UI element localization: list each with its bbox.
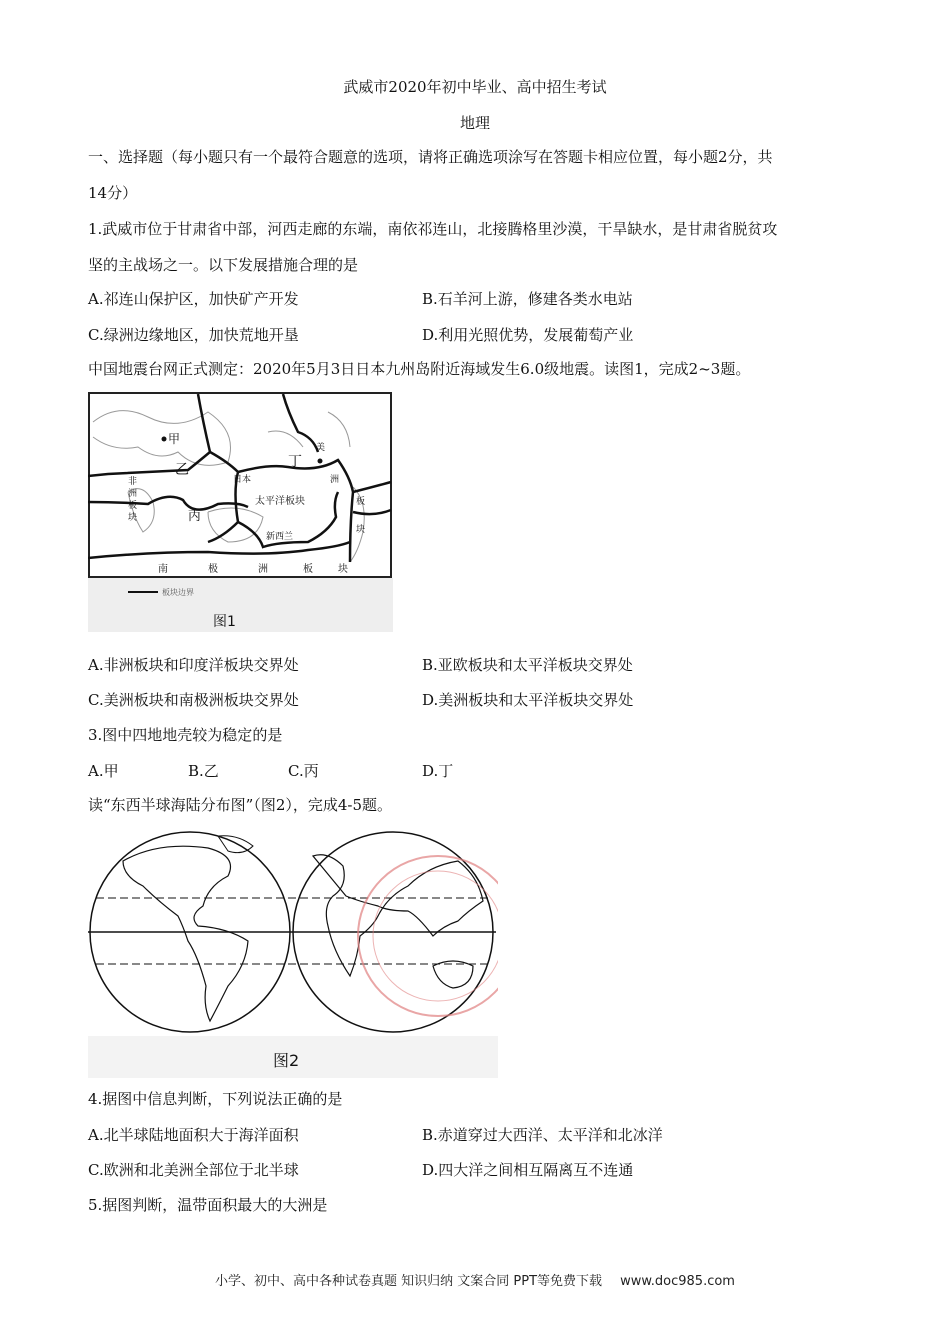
label-america-1: 美 [316,443,326,453]
q1-option-c: C.绿洲边缘地区，加快荒地开垦 [88,326,299,344]
figure-1-plate-map [88,392,393,632]
q1-option-d: D.利用光照优势，发展葡萄产业 [422,326,634,344]
q2-option-d: D.美洲板块和太平洋板块交界处 [422,691,634,709]
footer-url[interactable]: www.doc985.com [620,1274,735,1289]
q2-option-c: C.美洲板块和南极洲板块交界处 [88,691,299,709]
exam-title: 武威市2020年初中毕业、高中招生考试 [343,78,607,96]
label-antarctic-1: 南 [158,564,168,575]
q4-option-d: D.四大洋之间相互隔离互不连通 [422,1161,634,1179]
label-jia: 甲 [168,432,181,446]
label-africa-2: 洲 [128,489,138,499]
q3-option-a: A.甲 [88,762,119,780]
q4-option-a: A.北半球陆地面积大于海洋面积 [88,1126,299,1144]
label-africa-1: 非 [128,477,138,487]
q4-option-c: C.欧洲和北美洲全部位于北半球 [88,1161,299,1179]
q3-option-d: D.丁 [422,762,454,780]
figure-2-caption: 图2 [273,1051,300,1070]
label-antarctic-4: 板 [303,564,313,575]
figure-2-hemispheres [88,826,498,1078]
label-new-zealand: 新西兰 [266,532,294,542]
q3-option-c: C.丙 [288,762,319,780]
q1-stem-cont: 坚的主战场之一。以下发展措施合理的是 [88,256,359,274]
label-pacific-plate: 太平洋板块 [255,496,305,507]
label-japan: 日本 [233,475,252,485]
label-antarctic-3: 洲 [258,564,268,575]
label-ding: 丁 [288,454,302,470]
q2-option-a: A.非洲板块和印度洋板块交界处 [88,656,299,674]
q3-option-b: B.乙 [188,762,219,780]
label-america-3: 板 [356,497,366,507]
label-antarctic-2: 极 [208,564,218,575]
q5-stem: 5.据图判断，温带面积最大的大洲是 [88,1196,328,1214]
q4-option-b: B.赤道穿过大西洋、太平洋和北冰洋 [422,1126,663,1144]
label-america-4: 块 [356,525,366,535]
q3-stem: 3.图中四地地壳较为稳定的是 [88,726,283,744]
subject-title: 地理 [459,114,490,132]
q4-stem: 4.据图中信息判断，下列说法正确的是 [88,1090,343,1108]
label-america-2: 洲 [330,475,340,485]
intro-q2-3: 中国地震台网正式测定：2020年5月3日日本九州岛附近海域发生6.0级地震。读图1，完成2~3题。 [88,360,751,378]
q1-option-a: A.祁连山保护区，加快矿产开发 [88,290,299,308]
footer-text: 小学、初中、高中各种试卷真题 知识归纳 文案合同 PPT等免费下载 [215,1274,603,1289]
section-heading: 一、选择题（每小题只有一个最符合题意的选项，请将正确选项涂写在答题卡相应位置，每小题2分，共 [88,148,773,166]
page-footer [0,1270,950,1289]
q1-stem: 1.武威市位于甘肃省中部，河西走廊的东端，南依祁连山，北接腾格里沙漠，干旱缺水，是甘肃省脱贫攻 [88,220,778,238]
q1-option-b: B.石羊河上游，修建各类水电站 [422,290,633,308]
label-bing: 丙 [188,509,202,524]
section-heading-cont: 14分） [88,184,138,202]
q2-option-b: B.亚欧板块和太平洋板块交界处 [422,656,633,674]
intro-q4-5: 读“东西半球海陆分布图”（图2），完成4-5题。 [88,796,393,814]
label-antarctic-5: 块 [338,564,348,575]
label-africa-4: 块 [128,513,138,523]
label-yi: 乙 [175,462,189,478]
legend-label: 板块边界 [162,588,194,597]
label-africa-3: 板 [128,501,138,511]
figure-1-caption: 图1 [213,614,236,630]
